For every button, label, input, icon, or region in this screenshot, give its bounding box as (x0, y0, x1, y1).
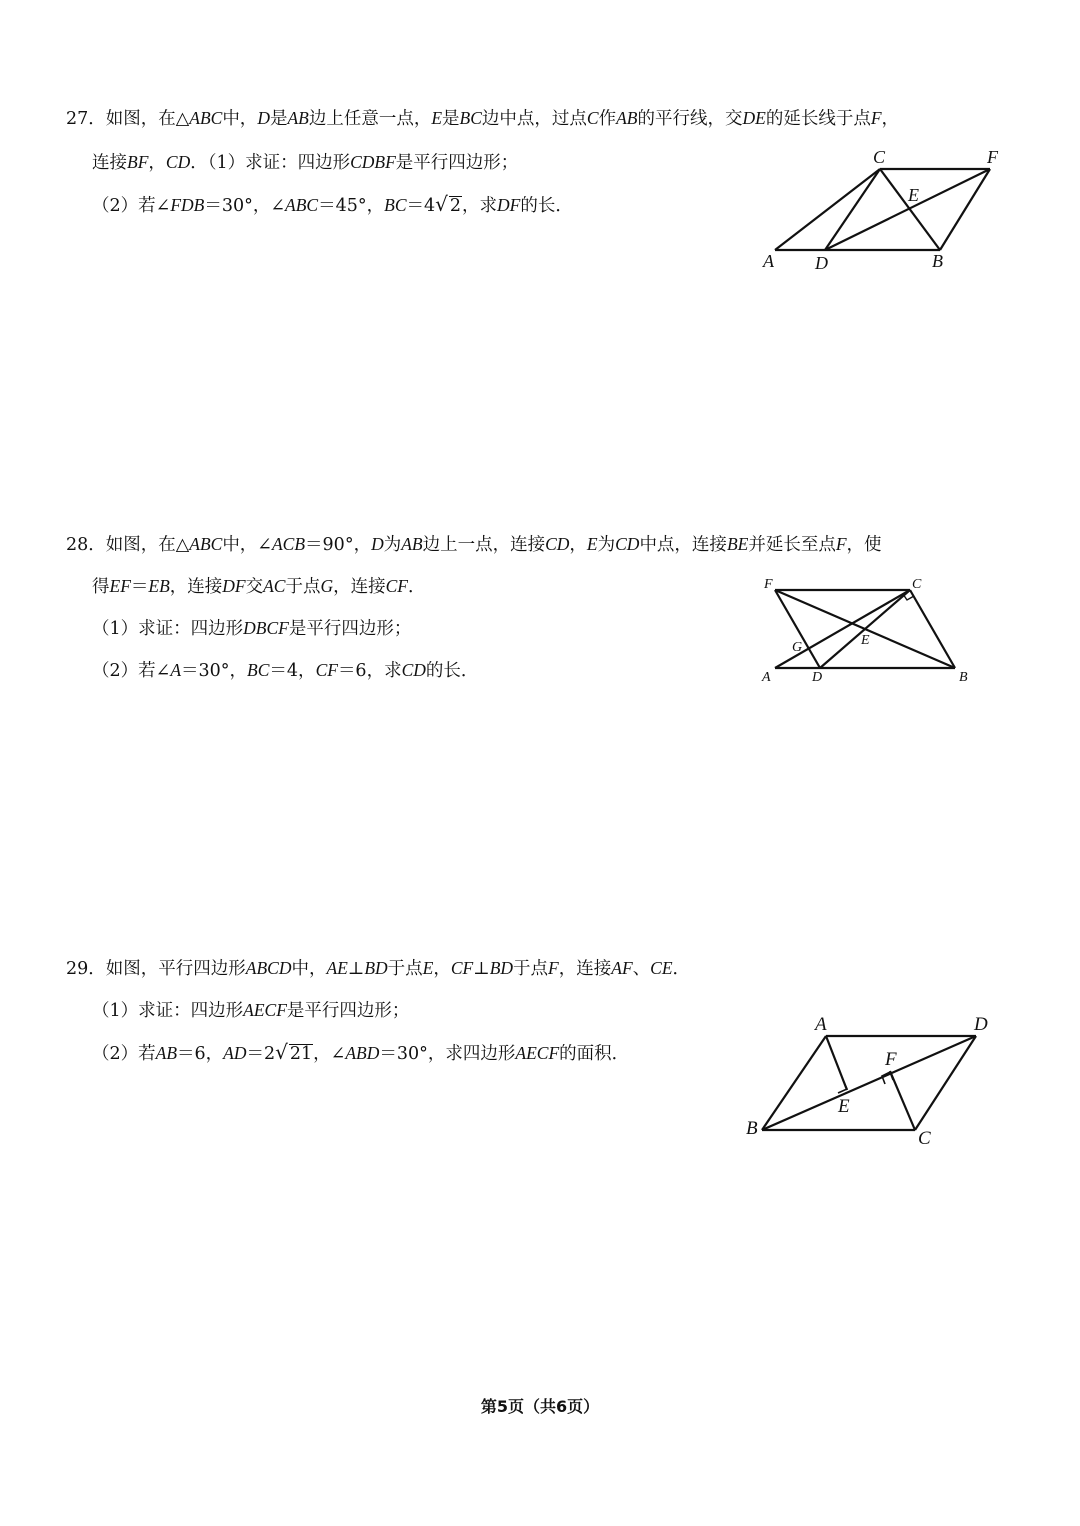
text-run: 、 (632, 959, 651, 979)
text-run: ，使 (846, 535, 882, 555)
q29-number: 29． (66, 959, 106, 979)
q29-part-2 (92, 1040, 629, 1066)
math-variable: AB (401, 534, 423, 554)
text-run: ． (408, 577, 426, 597)
text-run: 如图，在△ (105, 535, 190, 555)
text-run: 的面积． (559, 1044, 630, 1064)
q28-segment-AC (775, 590, 910, 668)
q28-line-2 (92, 574, 426, 599)
math-variable: CE (650, 958, 673, 978)
math-variable: ABC (285, 195, 319, 215)
math-variable: ABC (189, 534, 223, 554)
text-run: 的长． (425, 661, 479, 681)
q28-label-A: A (762, 670, 771, 685)
text-run: 并延长至点 (748, 535, 836, 555)
q29-right-angle-mark-E (838, 1080, 847, 1093)
q28-figure (755, 572, 985, 687)
math-variable: CD (545, 534, 570, 554)
math-variable: BC (384, 195, 407, 215)
q27-segment-AC (775, 169, 880, 250)
text-run: 为 (383, 535, 402, 555)
q29-label-A: A (815, 1014, 827, 1035)
text-run: 的平行线，交 (637, 109, 743, 129)
radical-sign: √ (275, 1040, 288, 1064)
math-variable: BD (364, 958, 388, 978)
text-run: 边上一点，连接 (422, 535, 546, 555)
math-variable: CF (450, 958, 474, 978)
math-variable: AE (326, 958, 348, 978)
text-run: 中，∠ (222, 535, 272, 555)
q27-figure (760, 148, 1030, 278)
q28-line-1-text (106, 535, 882, 555)
math-variable: AECF (515, 1043, 560, 1063)
q29-part-1 (92, 998, 409, 1023)
q28-segment-DC (820, 590, 910, 668)
text-run: 的长． (520, 196, 573, 216)
q29-segment-CF (890, 1071, 915, 1130)
q27-label-D: D (815, 253, 828, 273)
text-run: ＝4 (406, 196, 436, 216)
math-variable: E (422, 958, 434, 978)
q29-right-angle-mark-F (882, 1072, 893, 1084)
q27-label-F: F (987, 147, 998, 167)
math-variable: AB (155, 1043, 178, 1063)
math-variable: FDB (170, 195, 205, 215)
text-run: ＝30°，求四边形 (379, 1044, 516, 1064)
q27-segment-CB (880, 169, 940, 250)
q28-label-F: F (764, 577, 773, 592)
text-run: 是平行四边形； (288, 619, 412, 639)
q27-line-1-text (106, 109, 899, 129)
q29-line-1 (66, 956, 690, 981)
math-variable: F (835, 534, 847, 554)
radicand: 21 (289, 1044, 313, 1064)
text-run: 得 (92, 577, 110, 597)
math-variable: DF (497, 195, 521, 215)
q28-label-B: B (959, 670, 968, 685)
text-run: ，求 (462, 196, 498, 216)
q27-part-2 (92, 192, 573, 218)
text-run: 交 (245, 577, 264, 597)
q28-label-E: E (861, 633, 870, 648)
page-footer: 第5页（共6页） (480, 1397, 600, 1416)
q27-label-B: B (932, 251, 943, 271)
math-variable: D (371, 534, 384, 554)
q28-label-C: C (912, 577, 922, 592)
text-run: ⊥ (347, 959, 365, 979)
text-run: ， (881, 109, 900, 129)
math-variable: AB (287, 108, 309, 128)
q27-segment-CD (825, 169, 880, 250)
math-variable: C (586, 108, 599, 128)
text-run: ＝6，求 (337, 661, 402, 681)
text-run: 如图，平行四边形 (105, 959, 246, 979)
text-run: ，连接 (169, 577, 223, 597)
text-run: （2）若∠ (92, 196, 171, 216)
text-run: 为 (597, 535, 616, 555)
math-variable: E (586, 534, 598, 554)
text-run: ＝2 (246, 1044, 276, 1064)
text-run: （2）若 (92, 1044, 156, 1064)
math-variable: AB (616, 108, 638, 128)
text-run: ，连接 (558, 959, 612, 979)
text-run: 是平行四边形； (395, 153, 519, 173)
math-variable: BC (247, 660, 270, 680)
math-variable: E (431, 108, 443, 128)
text-run: ＝90°， (305, 535, 372, 555)
text-run: ， (433, 959, 451, 979)
math-variable: BE (726, 534, 749, 554)
text-run: 是 (269, 109, 288, 129)
q29-label-E: E (838, 1096, 850, 1117)
q28-label-G: G (792, 640, 803, 655)
text-run: 中， (222, 109, 258, 129)
q27-label-A: A (763, 251, 774, 271)
q27-line-1 (66, 106, 899, 131)
q27-line-2 (92, 150, 518, 175)
q28-segment-FD (775, 590, 820, 668)
q28-segment-CB (910, 590, 955, 668)
math-variable: CD (165, 152, 191, 172)
text-run: 于点 (513, 959, 549, 979)
math-variable: F (870, 108, 882, 128)
text-run: （1）求证：四边形 (92, 1001, 244, 1021)
math-variable: BD (489, 958, 514, 978)
math-variable: CDBF (350, 152, 396, 172)
math-variable: ABD (345, 1043, 380, 1063)
text-run: ， (569, 535, 587, 555)
q29-label-C: C (918, 1128, 931, 1149)
math-variable: CD (615, 534, 640, 554)
math-variable: DBCF (243, 618, 289, 638)
text-run: 中， (291, 959, 327, 979)
text-run: 作 (598, 109, 617, 129)
text-run: 是平行四边形； (286, 1001, 410, 1021)
text-run: 于点 (387, 959, 423, 979)
math-variable: BF (127, 152, 149, 172)
math-variable: F (548, 958, 559, 978)
math-variable: ABCD (245, 958, 292, 978)
text-run: ＝4， (269, 661, 316, 681)
math-variable: EF (109, 576, 131, 596)
text-run: （1）求证：四边形 (92, 619, 244, 639)
math-variable: AF (611, 958, 633, 978)
q28-number: 28． (66, 535, 106, 555)
math-variable: D (257, 108, 270, 128)
math-variable: CD (401, 660, 426, 680)
text-run: ， (148, 153, 166, 173)
math-variable: AECF (243, 1000, 287, 1020)
math-variable: AC (263, 576, 286, 596)
text-run: 的延长线于点 (765, 109, 871, 129)
text-run: （2）若∠ (92, 661, 171, 681)
math-variable: A (170, 660, 182, 680)
q27-label-E: E (908, 185, 919, 205)
text-run: ＝6， (177, 1044, 224, 1064)
q28-part-2 (92, 658, 478, 683)
math-variable: BC (459, 108, 482, 128)
q27-label-C: C (873, 147, 886, 167)
q29-line-1-text (106, 959, 690, 979)
q28-label-D: D (812, 670, 823, 685)
q29-label-D: D (974, 1014, 988, 1035)
q28-line-1 (66, 532, 882, 557)
math-variable: DF (222, 576, 246, 596)
text-run: ⊥ (473, 959, 490, 979)
text-run: 于点 (285, 577, 321, 597)
math-variable: CF (315, 660, 338, 680)
text-run: ＝ (130, 577, 149, 597)
text-run: ＝30°， (181, 661, 248, 681)
text-run: 如图，在△ (105, 109, 190, 129)
q29-figure (740, 1010, 1010, 1150)
math-variable: CF (385, 576, 408, 596)
math-variable: AD (223, 1043, 247, 1063)
text-run: 连接 (92, 153, 127, 173)
text-run: ＝30°，∠ (204, 196, 286, 216)
q28-part-1 (92, 616, 411, 641)
text-run: 边上任意一点， (308, 109, 432, 129)
math-variable: DE (742, 108, 766, 128)
text-run: 是 (442, 109, 460, 129)
math-variable: ABC (189, 108, 223, 128)
q29-label-B: B (746, 1118, 758, 1139)
math-variable: EB (148, 576, 170, 596)
text-run: ，∠ (313, 1044, 346, 1064)
radicand: 2 (449, 196, 462, 216)
q29-label-F: F (885, 1049, 897, 1070)
math-variable: ACB (271, 534, 306, 554)
text-run: ．（1）求证：四边形 (190, 153, 351, 173)
text-run: ＝45°， (318, 196, 385, 216)
text-run: 边中点，过点 (481, 109, 587, 129)
math-variable: G (320, 576, 334, 596)
text-run: 中点，连接 (639, 535, 727, 555)
radical-sign: √ (435, 192, 448, 216)
text-run: ． (672, 959, 691, 979)
text-run: ，连接 (333, 577, 386, 597)
q27-number: 27． (66, 109, 106, 129)
